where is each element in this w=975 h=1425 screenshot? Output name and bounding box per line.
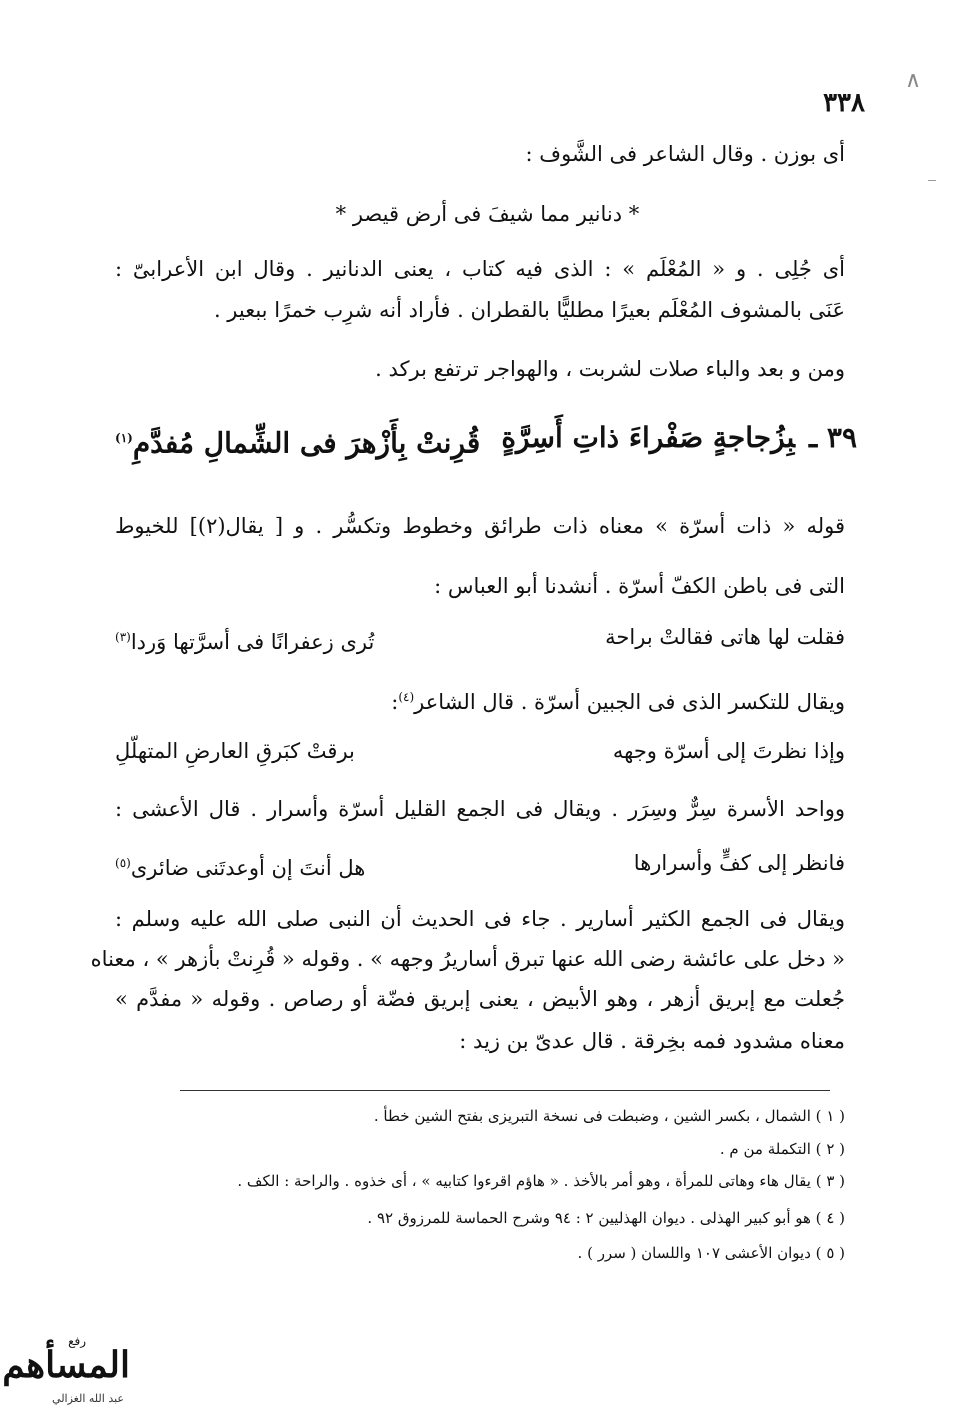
verse-39 [115,418,857,463]
verse-a-left: تُرى زعفرانًا فى أسرَّتها وَردا$^{(٣)}$ [115,630,375,654]
verse-c [115,849,845,882]
para3-line-2: « دخل على عائشة رضى الله عنها تبرق أساريرُ وجهه » . وقوله « قُرِنتْ بأزهر » ، معناه [90,947,845,971]
quoted-hemistich: * دنانير مما شيفَ فى أرض قيصر * [335,202,640,226]
footnote-4: ( ٤ ) هو أبو كبير الهذلى . ديوان الهذليين ٢ : ٩٤ وشرح الحماسة للمرزوق ٩٢ . [367,1209,845,1227]
verse-c-left: هل أنتَ إن أوعدتَنى ضائرى$^{(٥)}$ [115,856,366,880]
para2-line-2: التى فى باطن الكفّ أسرّة . أنشدنا أبو العباس : [434,574,845,598]
body-line-1: أى بوزن . وقال الشاعر فى الشَّوف : [525,142,845,166]
para2-line-1: قوله « ذات أسرّة » معناه ذات طرائق وخطوط وتكسُّر . و [ يقال(٢)] للخيوط [115,514,845,538]
page-number: ٣٣٨ [823,88,865,118]
line-b2: وواحد الأسرة سِرٌّ وسِرَر . ويقال فى الجمع القليل أسرّة وأسرار . قال الأعشى : [115,797,845,821]
footnote-2: ( ٢ ) التكملة من م . [719,1140,845,1158]
verse-39-first: ٣٩ ـبِزُجاجةٍ صَفْراءَ ذاتِ أَسِرَّةٍ [501,421,857,454]
watermark-logo: رفع المسأهم عبد الله الغزالي [2,1334,130,1405]
verse-b [115,737,845,765]
footnote-ref-5: (٥) [115,856,131,870]
body-line-4: عَنَى بالمشوف المُعْلَم بعيرًا مطليًّا بالقطران . فأراد أنه شرِب خمرًا ببعير . [213,298,845,322]
footnote-5: ( ٥ ) ديوان الأعشى ١٠٧ واللسان ( سرر ) . [577,1244,845,1262]
line-a2: ويقال للتكسر الذى فى الجبين أسرّة . قال الشاعر$^{(٤)}$: [391,690,845,714]
para3-line-1: ويقال فى الجمع الكثير أسارير . جاء فى الحديث أن النبى صلى الله عليه وسلم : [115,907,845,931]
footnote-3: ( ٣ ) يقال هاء وهاتى للمرأة ، وهو أمر بالأخذ . « هاؤم اقرءوا كتابيه » ، أى خذوه . والراحة : الكف . [237,1172,845,1190]
verse-b-right: وإذا نظرتَ إلى أسرّة وجهه [612,739,845,763]
corner-mark: ∧ [905,68,922,93]
para3-line-3: جُعلت مع إبريق أزهر ، وهو الأبيض ، يعنى إبريق فضّة أو رصاص . وقوله « مفدَّم » [115,987,845,1011]
body-line-3: أى جُلِى . و « المُعْلَم » : الذى فيه كتاب ، يعنى الدنانير . وقال ابن الأعرابىّ : [115,257,845,281]
footnote-ref-1: (١) [115,431,133,445]
footnote-1: ( ١ ) الشمال ، بكسر الشين ، وضبطت فى نسخة التبريزى بفتح الشين خطأ . [373,1107,845,1125]
margin-dash [928,180,936,181]
footnote-ref-3: (٣) [115,630,131,644]
verse-a [115,623,845,656]
verse-c-right: فانظر إلى كفٍّ وأسرارها [633,851,845,875]
footnote-ref-4: (٤) [398,690,415,704]
verse-39-second: قُرِنتْ بِأَزْهرَ فى الشِّمالِ مُفدَّمِ$^{(١)}$ [115,426,481,460]
footnote-separator [180,1090,830,1091]
para3-line-4: معناه مشدود فمه بخِرقة . قال عدىّ بن زيد : [459,1029,845,1053]
body-line-5: ومن و بعد والباء صلات لشربت ، والهواجر ترتفع بركد . [375,357,845,381]
verse-a-right: فقلت لها هاتى فقالتْ براحة [605,625,845,649]
verse-39-number: ٣٩ ـ [808,421,857,454]
verse-b-left: برقتْ كبَرقِ العارضِ المتهلّلِ [115,739,355,763]
